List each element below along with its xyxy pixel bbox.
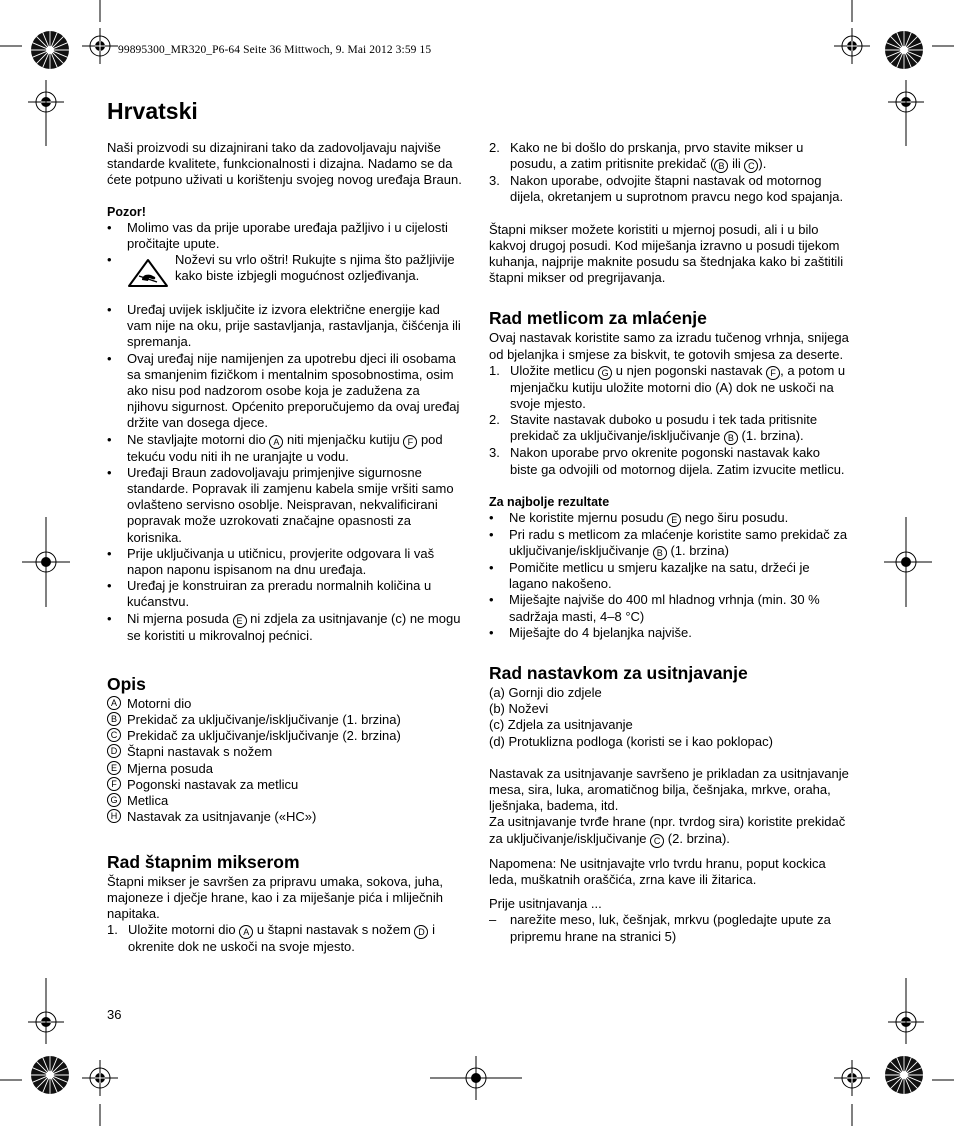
part-label-f: F [766, 366, 780, 380]
bullet-marker: • [489, 526, 494, 542]
part-letter-badge: G [107, 793, 121, 807]
part-name: Prekidač za uključivanje/isključivanje (2. brzina) [127, 728, 401, 744]
list-item [489, 592, 851, 624]
part-letter-badge: D [107, 744, 121, 758]
part-letter-badge: H [107, 809, 121, 823]
list-item-text: Ni mjerna posuda [127, 610, 229, 626]
left-column [107, 140, 464, 955]
step-text: u njen pogonski nastavak [615, 362, 763, 378]
list-item-text: Molimo vas da prije uporabe uređaja pažljivo i u cijelosti pročitajte upute. [127, 219, 448, 251]
step-number: 1. [489, 362, 500, 378]
part-name: Mjerna posuda [127, 760, 213, 776]
bullet-marker: • [489, 624, 494, 640]
bullet-marker: • [107, 302, 112, 318]
part-name: Pogonski nastavak za metlicu [127, 776, 299, 792]
list-item [107, 578, 464, 610]
part-label-f: F [403, 435, 417, 449]
napomena-paragraph: Napomena: Ne usitnjavajte vrlo tvrdu hranu, poput kockica leda, muškatnih oraščića, zrna kave ili žitarica. [489, 855, 826, 887]
part-c-label: (c) Zdjela za usitnjavanje [489, 717, 633, 733]
list-item-text: Noževi su vrlo oštri! Rukujte s njima što pažljivije kako biste izbjegli mogućnost ozljeđivanja. [175, 252, 455, 284]
step-text: ). [758, 156, 767, 172]
bullet-marker: • [107, 252, 112, 268]
usitnjavanje-para2 [489, 814, 851, 847]
list-item-text: Ovaj uređaj nije namijenjen za upotrebu djeci ili osobama sa smanjenim fizičkom i mentalnim sposobnostima, osim ako nisu pod nadzorom osobe koja je zadužena za njihovu sigurnost. Općenito preporučujemo da ovaj uređaj držite van dosega djece. [127, 350, 460, 431]
list-item [107, 302, 464, 351]
print-header: 99895300_MR320_P6-64 Seite 36 Mittwoch, 9. Mai 2012 3:59 15 [118, 44, 432, 56]
list-item-text: narežite meso, luk, češnjak, mrkvu (pogledajte upute za pripremu hrane na stranici 5) [510, 912, 831, 944]
parts-list-item [107, 712, 464, 728]
step-text: Stavite nastavak duboko u posudu i tek tada pritisnite prekidač za uključivanje/isključivanje [510, 412, 818, 444]
bullet-marker: • [107, 219, 112, 235]
part-a-label: (a) Gornji dio zdjele [489, 685, 602, 701]
metlica-intro: Ovaj nastavak koristite samo za izradu tučenog vrhnja, snijega od bjelanjka i smjese za biskvit, te gotovih smjesa za deserte. [489, 330, 849, 362]
part-letter-badge: E [107, 761, 121, 775]
metlica-heading: Rad metlicom za mlaćenje [489, 308, 707, 329]
part-label-b: B [714, 159, 728, 173]
bullet-marker: • [107, 431, 112, 447]
prije-paragraph: Prije usitnjavanja ... [489, 896, 602, 912]
part-name: Prekidač za uključivanje/isključivanje (1. brzina) [127, 712, 401, 728]
parts-list-item [107, 728, 464, 744]
step-number: 2. [489, 140, 500, 155]
bullet-marker: • [107, 350, 112, 366]
part-name: Nastavak za usitnjavanje («HC») [127, 809, 317, 825]
bullet-marker: • [107, 545, 112, 561]
list-item [107, 351, 464, 432]
part-label-e: E [667, 513, 681, 527]
step-number: 1. [107, 922, 118, 938]
paragraph-text: (2. brzina). [667, 830, 730, 846]
step-number: 3. [489, 445, 500, 461]
part-name: Štapni nastavak s nožem [127, 744, 273, 760]
part-label-e: E [233, 614, 247, 628]
parts-list-item [107, 744, 464, 760]
part-label-b: B [653, 546, 667, 560]
step-number: 2. [489, 412, 500, 428]
step-text: ili [732, 156, 741, 172]
step-text: u štapni nastavak s nožem [256, 922, 411, 938]
list-item [489, 625, 851, 641]
part-letter-badge: F [107, 777, 121, 791]
list-item-text: nego širu posudu. [684, 509, 789, 525]
list-item-text: Uređaj je konstruiran za preradu normalnih količina u kućanstvu. [127, 578, 432, 610]
usitnjavanje-para1: Nastavak za usitnjavanje savršeno je prikladan za usitnjavanje mesa, sira, luka, aromatičnog bilja, češnjaka, mrkve, oraha, lješnjaka, badema, itd. [489, 765, 849, 814]
page-title: Hrvatski [107, 98, 198, 124]
list-item-text: niti mjenjačku kutiju [286, 431, 400, 447]
parts-list-item [107, 696, 464, 712]
sharp-blade-warning-icon [127, 258, 169, 288]
step-number: 3. [489, 173, 500, 189]
step-text: Nakon uporabe prvo okrenite pogonski nastavak kako biste ga odvojili od motornog dijela. Zatim izvucite metlicu. [510, 445, 845, 477]
bullet-marker: • [107, 610, 112, 626]
part-letter-badge: A [107, 696, 121, 710]
step-text: Uložite metlicu [510, 362, 595, 378]
part-label-g: G [598, 366, 612, 380]
part-label-d: D [414, 925, 428, 939]
list-item [107, 432, 464, 465]
tips-heading: Za najbolje rezultate [489, 494, 610, 509]
list-item [107, 465, 464, 546]
list-item-text: Uređaj uvijek isključite iz izvora električne energije kad vam nije na oku, prije sastavljanja, rastavljanja, čišćenja ili spremanja. [127, 302, 461, 350]
part-name: Metlica [127, 793, 169, 809]
part-letter-badge: C [107, 728, 121, 742]
part-label-b: B [724, 431, 738, 445]
bullet-marker: • [489, 509, 494, 525]
step-text: Uložite motorni dio [128, 922, 236, 938]
stapni-note: Štapni mikser možete koristiti u mjernoj posudi, ali i u bilo kakvoj drugoj posudi. Kod miješanja izravno u posudi tijekom kuhanja, najprije maknite posudu sa štednjaka kako bi zaštitili štapni mikser od pregrijavanja. [489, 221, 844, 286]
list-item [489, 527, 851, 560]
step-text: Nakon uporabe, odvojite štapni nastavak od motornog dijela, okretanjem u suprotnom pravcu nego kod spajanja. [510, 173, 844, 205]
parts-list-item [107, 809, 464, 825]
list-item-text: (1. brzina) [670, 543, 729, 559]
list-item-text: Ne stavljajte motorni dio [127, 431, 266, 447]
list-item-warning [107, 252, 464, 302]
step-item [107, 922, 464, 955]
step-text: , a potom u mjenjačku kutiju uložite motorni dio (A) dok ne uskoči na svoje mjesto. [510, 362, 846, 412]
part-letter-badge: B [107, 712, 121, 726]
list-item [489, 510, 851, 527]
list-item-text: Pomičite metlicu u smjeru kazaljke na satu, držeći je lagano nakošeno. [509, 560, 810, 592]
opis-heading: Opis [107, 673, 146, 694]
list-item [107, 611, 464, 644]
part-b-label: (b) Noževi [489, 701, 549, 717]
bullet-marker: • [107, 578, 112, 594]
intro-paragraph: Naši proizvodi su dizajnirani tako da zadovoljavaju najviše standarde kvalitete, funkcionalnosti i dizajna. Nadamo se da ćete potpuno uživati u korištenju svojeg novog uređaja Braun. [107, 140, 462, 188]
part-name: Motorni dio [127, 695, 192, 711]
step-text: (1. brzina). [741, 428, 804, 444]
list-item-text: Ne koristite mjernu posudu [509, 509, 664, 525]
list-item [107, 220, 464, 252]
list-item-text: pod tekuću vodu niti ih ne uranjajte u vodu. [127, 431, 443, 464]
part-d-label: (d) Protuklizna podloga (koristi se i kao poklopac) [489, 733, 773, 749]
pozor-heading: Pozor! [107, 204, 146, 219]
stapni-intro: Štapni mikser je savršen za pripravu umaka, sokova, juha, majoneze i dječje hrane, kao i za miješanje pića i mliječnih napitaka. [107, 873, 444, 921]
part-label-c: C [650, 834, 664, 848]
list-item-text: Miješajte do 4 bjelanjka najviše. [509, 624, 692, 640]
parts-list-item [107, 761, 464, 777]
bullet-marker: • [489, 560, 494, 576]
step-item [489, 363, 851, 412]
part-label-c: C [744, 159, 758, 173]
list-item [489, 560, 851, 592]
stapni-heading: Rad štapnim mikserom [107, 851, 300, 872]
step-item [489, 140, 851, 173]
list-item [107, 546, 464, 578]
list-item [489, 912, 851, 944]
right-column [489, 140, 851, 945]
list-item-text: Prije uključivanja u utičnicu, provjerite odgovara li vaš napon naponu ispisanom na dnu uređaja. [127, 545, 435, 578]
bullet-marker: • [107, 464, 112, 480]
step-item [489, 173, 851, 205]
step-item [489, 412, 851, 445]
step-text: i okrenite dok ne uskoči na svoje mjesto. [128, 922, 435, 955]
dash-marker: – [489, 912, 497, 928]
step-item [489, 445, 851, 477]
part-label-a: A [269, 435, 283, 449]
paragraph-text: Za usitnjavanje tvrđe hrane (npr. tvrdog sira) koristite prekidač za uključivanje/isključivanje [489, 814, 846, 846]
step-text: Kako ne bi došlo do prskanja, prvo stavite mikser u posudu, a zatim pritisnite prekidač ( [510, 140, 804, 172]
list-item-text: Pri radu s metlicom za mlaćenje koristite samo prekidač za uključivanje/isključivanje [509, 526, 848, 559]
page-number: 36 [107, 1007, 122, 1022]
list-item-text: Uređaji Braun zadovoljavaju primjenjive sigurnosne standarde. Popravak ili zamjenu kabela smije vršiti samo ovlašteno servisno osoblje. Neispravan, nekvalificirani popravak može uzrokovati značajne opasnosti za korisnika. [127, 464, 454, 545]
bullet-marker: • [489, 592, 494, 608]
part-label-a: A [239, 925, 253, 939]
parts-list [107, 696, 464, 826]
usitnjavanje-heading: Rad nastavkom za usitnjavanje [489, 663, 748, 684]
parts-list-item [107, 777, 464, 793]
parts-list-item [107, 793, 464, 809]
list-item-text: Miješajte najviše do 400 ml hladnog vrhnja (min. 30 % sadržaja masti, 4–8 °C) [509, 592, 820, 624]
list-item-text: ni zdjela za usitnjavanje (c) ne mogu se koristiti u mikrovalnoj pećnici. [127, 610, 461, 643]
